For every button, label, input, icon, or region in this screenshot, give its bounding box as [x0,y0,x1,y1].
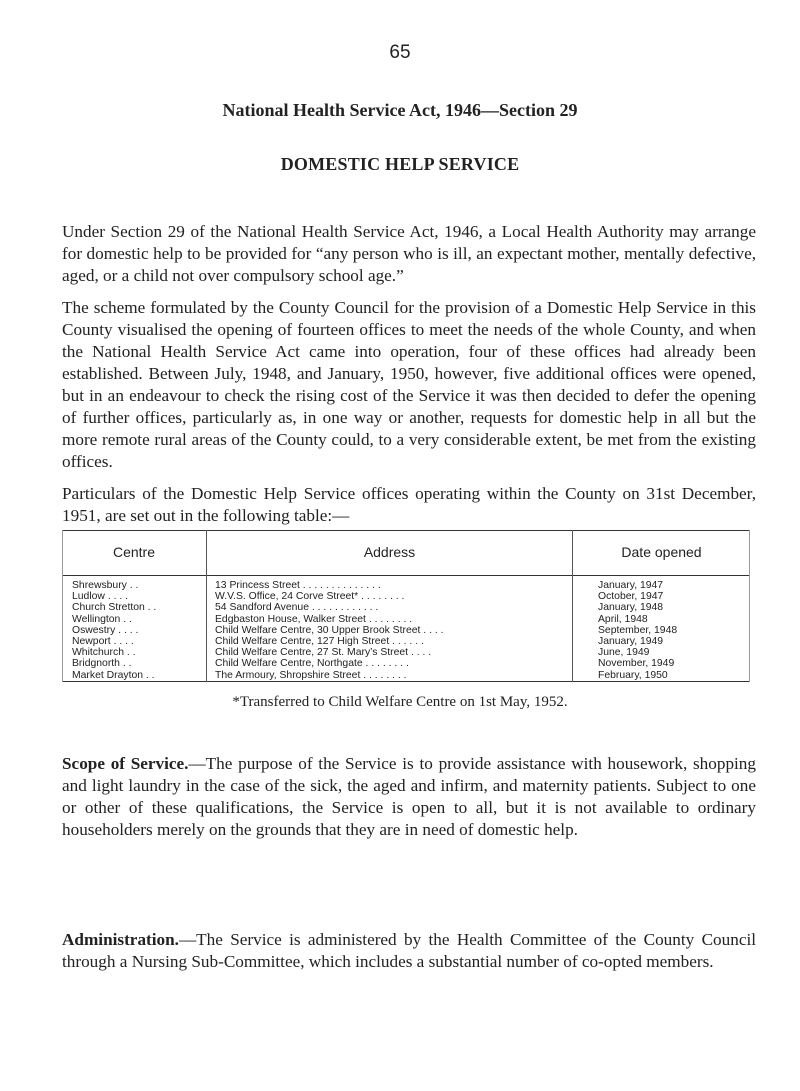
cell-centre: Bridgnorth . . [72,658,132,670]
cell-centre: Ludlow . . . . [72,591,129,603]
administration-text: —The Service is administered by the Health Committee of the County Council through a Nursing Sub-Committee, which includes a substantial number of co-opted members. [62,930,756,972]
paragraph-scope [62,753,756,841]
cell-date: January, 1948 [598,602,664,614]
cell-date: April, 1948 [598,613,648,625]
scope-text: —The purpose of the Service is to provide assistance with housework, shopping and light laundry in the case of the sick, the aged and infirm, and maternity patients. Subject to one or other of these qualifications, the Service is open to all, but it is not available to ordinary householders merely on the grounds that they are in need of domestic help. [62,754,756,840]
service-title: DOMESTIC HELP SERVICE [280,154,520,174]
cell-centre: Whitchurch . . [72,647,136,659]
table-footnote: *Transferred to Child Welfare Centre on 1st May, 1952. [232,694,568,710]
cell-address: W.V.S. Office, 24 Corve Street* . . . . . . . . [215,591,405,603]
header-address: Address [363,544,416,560]
cell-centre: Oswestry . . . . [72,624,139,636]
offices-table [62,530,750,682]
cell-date: June, 1949 [598,647,650,659]
table-row [62,647,750,658]
table-row [62,658,750,669]
paragraph-scheme: The scheme formulated by the County Council for the provision of a Domestic Help Service in this County visualised the opening of fourteen offices to meet the needs of the whole County, and when the National Health Service Act came into operation, four of these offices had already been established. Between July, 1948, and January, 1950, however, five additional offices were opened, but in an endeavour to check the rising cost of the Service it was then decided to defer the opening of further offices, particularly as, in one way or another, requests for domestic help in all but the more remote rural areas of the County could, to a very considerable extent, be met from the existing offices. [62,298,756,472]
cell-centre: Market Drayton . . [72,669,155,681]
page-number: 65 [389,42,411,63]
table-row [62,636,750,647]
table-row [62,580,750,591]
table-bottom-rule [62,681,750,682]
cell-address: 54 Sandford Avenue . . . . . . . . . . . . [215,602,379,614]
table-row [62,602,750,613]
cell-date: January, 1949 [598,636,664,647]
scope-lead: Scope of Service. [62,754,189,774]
cell-date: February, 1950 [598,669,668,681]
cell-centre: Wellington . . [72,613,132,625]
table-row [62,670,750,681]
administration-lead: Administration. [62,930,179,950]
cell-address: Child Welfare Centre, 30 Upper Brook Street . . . . [215,624,444,636]
header-date-opened: Date opened [621,544,702,560]
paragraph-particulars: Particulars of the Domestic Help Service offices operating within the County on 31st December, 1951, are set out in the following table:— [62,484,756,526]
cell-address: Child Welfare Centre, 127 High Street . . . . . . [215,636,424,647]
table-row [62,614,750,625]
table-top-rule [62,530,750,531]
table-header-rule [62,575,750,576]
cell-centre: Shrewsbury . . [72,580,139,591]
cell-centre: Church Stretton . . [72,602,157,614]
cell-address: Edgbaston House, Walker Street . . . . . . . . [215,613,413,625]
cell-address: The Armoury, Shropshire Street . . . . . . . . [215,669,407,681]
paragraph-administration [62,929,756,973]
cell-address: Child Welfare Centre, Northgate . . . . . . . . [215,658,409,670]
table-row [62,591,750,602]
header-centre: Centre [112,544,156,560]
table-row [62,625,750,636]
cell-date: September, 1948 [598,624,678,636]
section-heading: National Health Service Act, 1946—Section 29 [222,100,578,120]
paragraph-section-29: Under Section 29 of the National Health Service Act, 1946, a Local Health Authority may arrange for domestic help to be provided for “any person who is ill, an expectant mother, mentally defective, aged, or a child not over compulsory school age.” [62,222,756,286]
cell-address: 13 Princess Street . . . . . . . . . . . . . . [215,580,381,591]
cell-date: October, 1947 [598,591,664,603]
cell-date: January, 1947 [598,580,664,591]
cell-centre: Newport . . . . [72,636,134,647]
cell-address: Child Welfare Centre, 27 St. Mary’s Street . . . . [215,647,432,659]
cell-date: November, 1949 [598,658,675,670]
